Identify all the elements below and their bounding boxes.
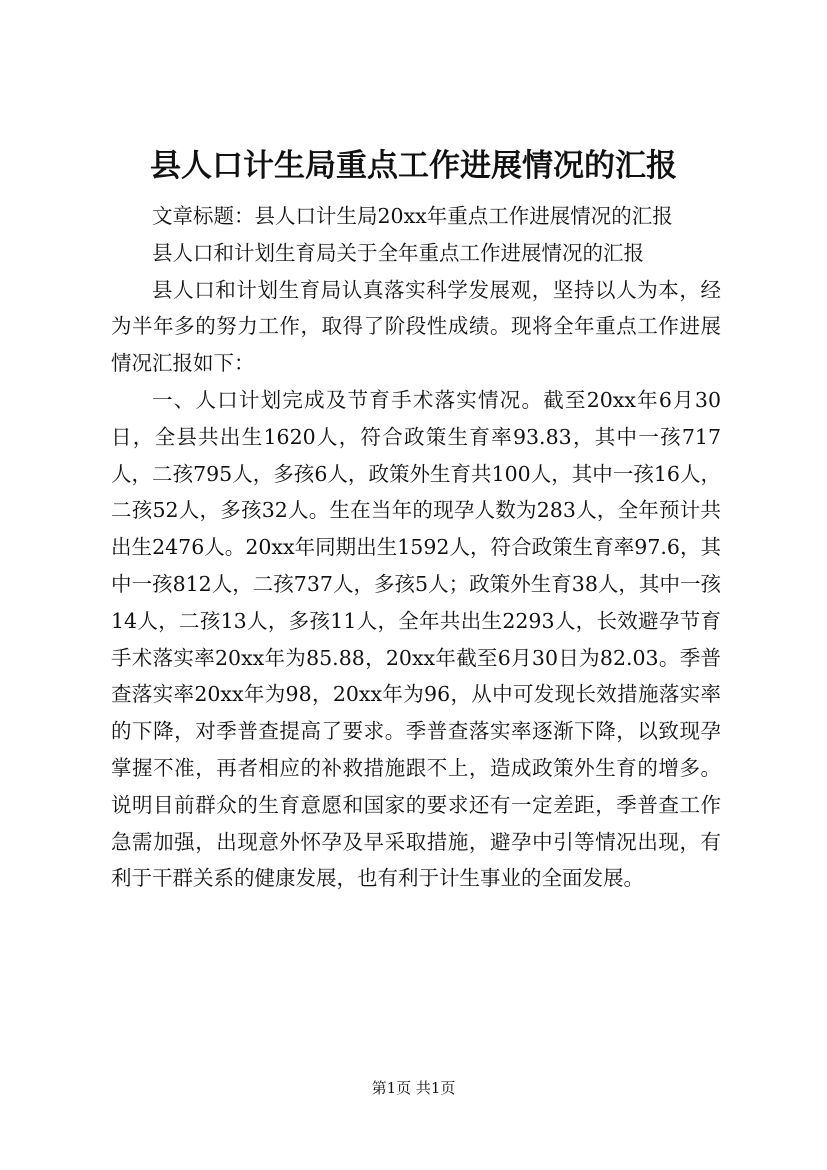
paragraph-report-heading: 县人口和计划生育局关于全年重点工作进展情况的汇报 <box>152 240 644 265</box>
document-body <box>111 198 721 897</box>
paragraph-article-title: 文章标题：县人口计生局20xx年重点工作进展情况的汇报 <box>152 204 673 228</box>
page-footer: 第1页 共1页 <box>371 1079 456 1097</box>
paragraph-section-one: 一、人口计划完成及节育手术落实情况。截至20xx年6月30日，全县共出生1620人，符合政策生育率93.83，其中一孩717人，二孩795人，多孩6人，政策外生育共100人，其中一孩16人，二孩52人，多孩32人。生在当年的现孕人数为283人，全年预计共出生2476人。20xx年同期出生1592人，符合政策生育率97.6，其中一孩812人，二孩737人，多孩5人；政策外生育38人，其中一孩14人，二孩13人，多孩11人，全年共出生2293人，长效避孕节育手术落实率20xx年为85.88，20xx年截至6月30日为82.03。季普查落实率20xx年为98，20xx年为96，从中可发现长效措施落实率的下降，对季普查提高了要求。季普查落实率逐渐下降，以致现孕掌握不准，再者相应的补救措施跟不上，造成政策外生育的增多。说明目前群众的生育意愿和国家的要求还有一定差距，季普查工作急需加强，出现意外怀孕及早采取措施，避孕中引等情况出现，有利于干群关系的健康发展，也有利于计生事业的全面发展。 <box>111 387 721 891</box>
document-title: 县人口计生局重点工作进展情况的汇报 <box>150 148 677 184</box>
paragraph-intro: 县人口和计划生育局认真落实科学发展观，坚持以人为本，经为半年多的努力工作，取得了阶段性成绩。现将全年重点工作进展情况汇报如下： <box>111 277 721 376</box>
